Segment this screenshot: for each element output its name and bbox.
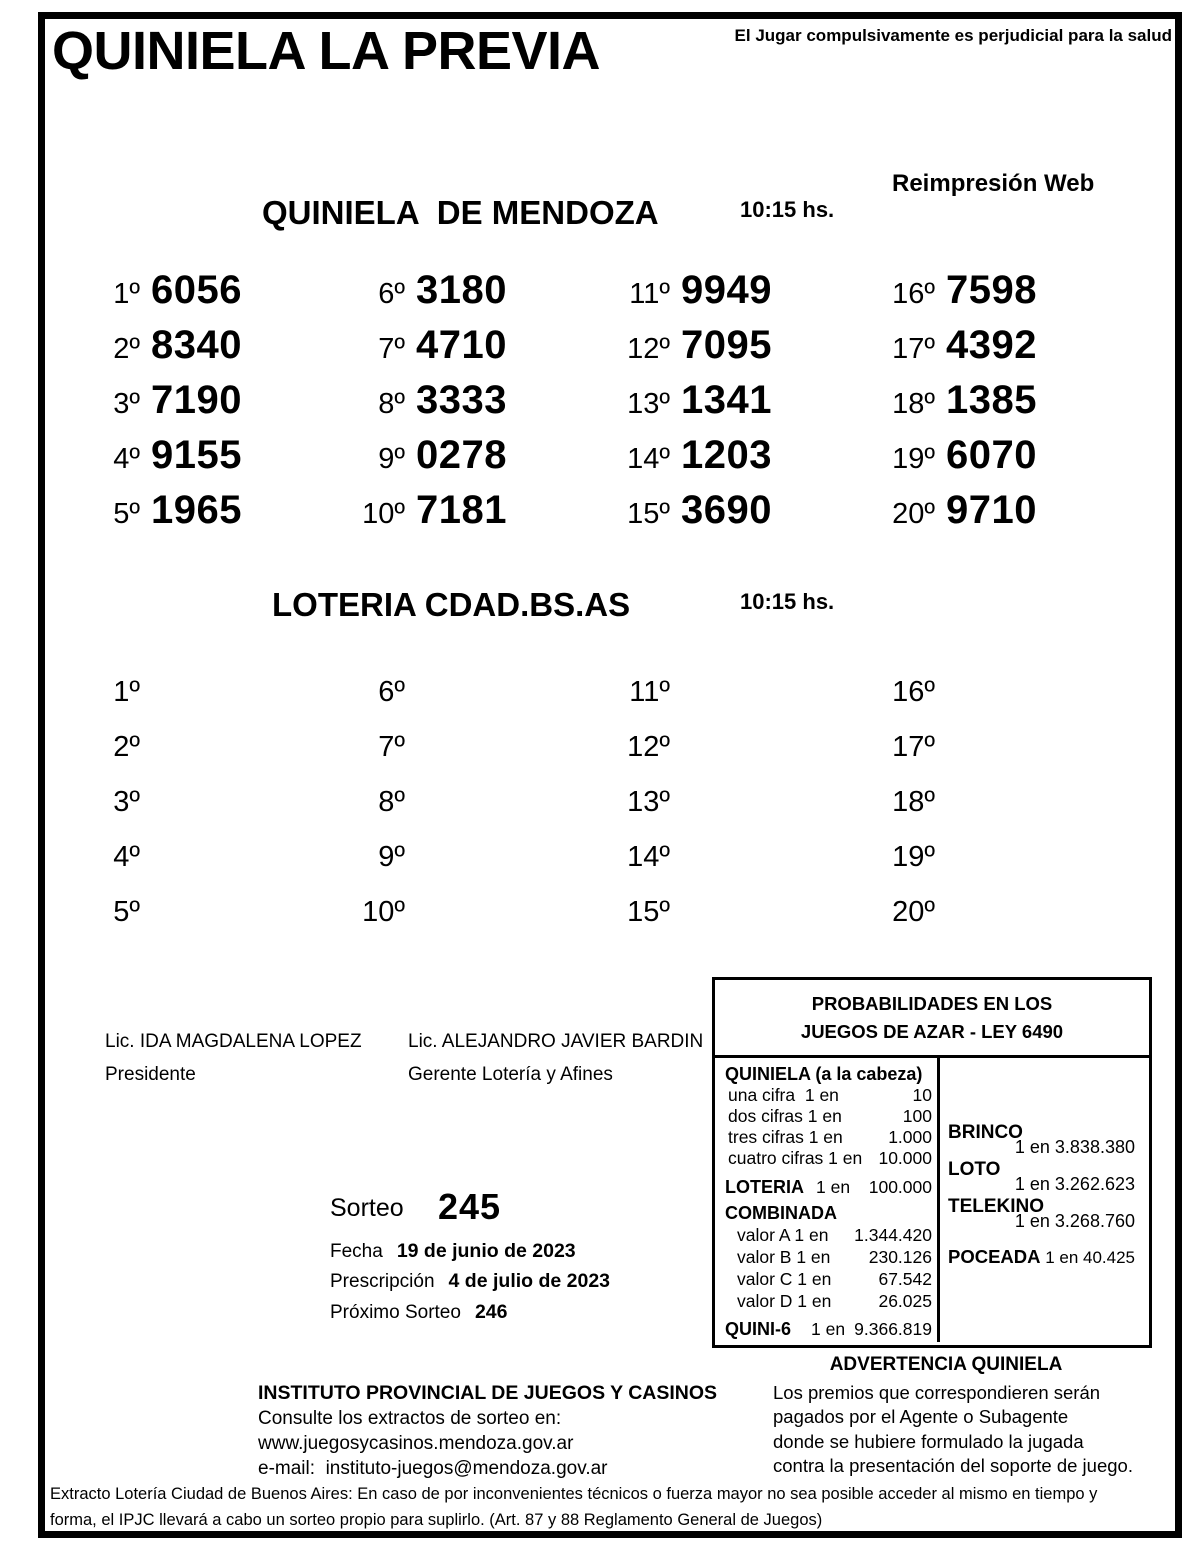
advertencia-line: pagados por el Agente o Subagente: [773, 1406, 1069, 1428]
odds-value: 1.344.420: [854, 1224, 932, 1245]
winning-number: 7095: [681, 323, 772, 367]
odds-value: 100: [902, 1106, 932, 1126]
bsas-section-title: LOTERIA CDAD.BS.AS: [272, 586, 631, 623]
result-cell: [353, 841, 618, 896]
official-name: Lic. ALEJANDRO JAVIER BARDIN: [408, 1031, 704, 1052]
position-label: 5º: [113, 498, 140, 530]
result-cell: [883, 433, 1148, 488]
winning-number: 4710: [416, 323, 507, 367]
game-odds-value: 1 en 3.268.760: [1014, 1211, 1135, 1231]
result-cell: [88, 841, 353, 896]
game-label: LOTO: [948, 1159, 1001, 1180]
result-cell: [353, 268, 618, 323]
odds-row: [725, 1246, 932, 1268]
prescripcion-value: 4 de julio de 2023: [448, 1270, 611, 1292]
odds-row: [725, 1224, 932, 1246]
result-cell: [883, 488, 1148, 543]
game-label: BRINCO: [948, 1122, 1023, 1143]
quiniela-odds-header: QUINIELA (a la cabeza): [725, 1064, 923, 1084]
result-cell: [353, 323, 618, 378]
position-label: 14º: [627, 841, 670, 873]
game-odds: [948, 1159, 1135, 1195]
position-label: 7º: [378, 333, 405, 365]
position-label: 11º: [629, 278, 670, 310]
result-cell: [883, 896, 1148, 951]
proximo-sorteo-label: Próximo Sorteo: [330, 1302, 461, 1323]
winning-number: 7181: [416, 488, 507, 532]
game-label: POCEADA: [948, 1246, 1041, 1267]
result-cell: [353, 488, 618, 543]
odds-label: valor A 1 en: [737, 1224, 829, 1245]
position-label: 19º: [892, 443, 935, 475]
position-label: 4º: [113, 443, 140, 475]
result-cell: [88, 896, 353, 951]
position-label: 20º: [892, 896, 935, 928]
odds-value: 26.025: [878, 1290, 932, 1311]
advertencia-line: contra la presentación del soporte de juego.: [773, 1454, 1133, 1476]
odds-value: 67.542: [878, 1268, 932, 1289]
result-cell: [353, 433, 618, 488]
position-label: 7º: [378, 731, 405, 763]
result-cell: [353, 896, 618, 951]
position-label: 6º: [378, 278, 405, 310]
result-cell: [883, 731, 1148, 786]
winning-number: 0278: [416, 433, 507, 477]
web-reprint-label: Reimpresión Web: [892, 170, 1095, 197]
odds-label: una cifra 1 en: [728, 1085, 839, 1105]
result-cell: [88, 378, 353, 433]
fecha-value: 19 de junio de 2023: [396, 1240, 576, 1262]
position-label: 10º: [362, 896, 405, 928]
position-label: 18º: [892, 786, 935, 818]
winning-number: 9949: [681, 268, 772, 312]
result-cell: [618, 676, 883, 731]
institute-website: www.juegosycasinos.mendoza.gov.ar: [258, 1433, 574, 1454]
institute-info-line: Consulte los extractos de sorteo en:: [258, 1408, 562, 1429]
odds-label: QUINI-6: [725, 1318, 792, 1339]
result-cell: [88, 268, 353, 323]
position-label: 17º: [892, 333, 935, 365]
result-cell: [883, 268, 1148, 323]
position-label: 3º: [113, 388, 140, 420]
result-cell: [618, 433, 883, 488]
probabilities-title-line2: JUEGOS DE AZAR - LEY 6490: [800, 1020, 1064, 1042]
health-warning-text: El Jugar compulsivamente es perjudicial para la salud: [734, 26, 1172, 45]
odds-row: [725, 1085, 932, 1106]
position-label: 15º: [627, 498, 670, 530]
position-label: 1º: [113, 676, 140, 708]
result-cell: [88, 488, 353, 543]
result-cell: [88, 433, 353, 488]
advertencia-line: Los premios que correspondieren serán: [773, 1382, 1101, 1403]
position-label: 12º: [627, 333, 670, 365]
loteria-odds-row: [725, 1174, 932, 1200]
odds-value: 100.000: [868, 1176, 932, 1197]
advertencia-title: ADVERTENCIA QUINIELA: [829, 1354, 1063, 1375]
odds-label: dos cifras 1 en: [728, 1106, 842, 1126]
page-title: QUINIELA LA PREVIA: [52, 21, 601, 81]
odds-mid: 1 en: [816, 1176, 851, 1197]
position-label: 15º: [627, 896, 670, 928]
result-cell: [618, 786, 883, 841]
footer-line: Extracto Lotería Ciudad de Buenos Aires: En caso de por inconvenientes técnicos o fuerza mayor no sea posible acceder al mismo en tiempo y: [50, 1485, 1098, 1503]
mendoza-section-title: QUINIELA DE MENDOZA: [262, 194, 659, 231]
position-label: 1º: [113, 278, 140, 310]
position-label: 11º: [629, 676, 670, 708]
winning-number: 4392: [946, 323, 1037, 367]
winning-number: 3180: [416, 268, 507, 312]
result-cell: [353, 676, 618, 731]
odds-value: 10.000: [878, 1148, 932, 1168]
result-cell: [618, 731, 883, 786]
quini6-odds-row: [725, 1317, 932, 1341]
combinada-odds-header: COMBINADA: [725, 1203, 837, 1223]
advertencia-section: [740, 1354, 1152, 1478]
position-label: 3º: [113, 786, 140, 818]
result-cell: [618, 378, 883, 433]
winning-number: 9710: [946, 488, 1037, 532]
odds-row: [725, 1148, 932, 1169]
position-label: 4º: [113, 841, 140, 873]
position-label: 19º: [892, 841, 935, 873]
winning-number: 8340: [151, 323, 242, 367]
footer-line: forma, el IPJC llevará a cabo un sorteo propio para suplirlo. (Art. 87 y 88 Reglamento General de Juegos): [50, 1511, 823, 1529]
bsas-results-grid: [88, 676, 1148, 951]
odds-value: 9.366.819: [854, 1318, 932, 1339]
poceada-odds-row: [948, 1246, 1135, 1268]
winning-number: 3333: [416, 378, 507, 422]
result-cell: [883, 786, 1148, 841]
game-odds-value: 1 en 40.425: [1045, 1248, 1135, 1267]
fecha-label: Fecha: [330, 1241, 383, 1262]
result-cell: [618, 896, 883, 951]
position-label: 6º: [378, 676, 405, 708]
probabilities-title-line1: PROBABILIDADES EN LOS: [811, 992, 1053, 1014]
result-cell: [88, 731, 353, 786]
game-odds: [948, 1196, 1135, 1232]
odds-mid: 1 en: [811, 1318, 846, 1339]
game-odds: [948, 1122, 1135, 1158]
position-label: 12º: [627, 731, 670, 763]
mendoza-draw-time: 10:15 hs.: [740, 197, 835, 222]
mendoza-results-grid: [88, 268, 1148, 543]
position-label: 5º: [113, 896, 140, 928]
sorteo-label: Sorteo: [330, 1194, 404, 1222]
prescripcion-row: [330, 1270, 610, 1293]
odds-label: tres cifras 1 en: [728, 1127, 843, 1147]
odds-value: 230.126: [868, 1246, 932, 1267]
odds-value: 1.000: [888, 1127, 932, 1147]
position-label: 2º: [113, 731, 140, 763]
position-label: 16º: [892, 278, 935, 310]
position-label: 13º: [627, 786, 670, 818]
position-label: 2º: [113, 333, 140, 365]
game-label: TELEKINO: [948, 1196, 1045, 1217]
probabilities-box: [712, 977, 1152, 1348]
position-label: 17º: [892, 731, 935, 763]
odds-row: [725, 1127, 932, 1148]
odds-label: valor C 1 en: [737, 1268, 832, 1289]
odds-row: [725, 1268, 932, 1290]
result-cell: [883, 676, 1148, 731]
result-cell: [883, 841, 1148, 896]
probabilities-right-column: [940, 1058, 1149, 1342]
game-odds-value: 1 en 3.838.380: [1014, 1137, 1135, 1157]
position-label: 8º: [378, 786, 405, 818]
result-cell: [353, 378, 618, 433]
position-label: 20º: [892, 498, 935, 530]
probabilities-left-column: [715, 1058, 940, 1342]
proximo-sorteo-value: 246: [474, 1301, 508, 1323]
winning-number: 6070: [946, 433, 1037, 477]
sorteo-number: 245: [438, 1186, 502, 1227]
position-label: 18º: [892, 388, 935, 420]
result-cell: [88, 676, 353, 731]
odds-label: cuatro cifras 1 en: [728, 1148, 863, 1168]
result-cell: [618, 323, 883, 378]
prescripcion-label: Prescripción: [330, 1271, 435, 1292]
winning-number: 1965: [151, 488, 242, 532]
winning-number: 1203: [681, 433, 772, 477]
official-name: Lic. IDA MAGDALENA LOPEZ: [105, 1031, 362, 1052]
result-cell: [618, 268, 883, 323]
position-label: 16º: [892, 676, 935, 708]
footer-disclaimer: [50, 1481, 1142, 1533]
odds-value: 10: [912, 1085, 932, 1105]
result-cell: [883, 378, 1148, 433]
position-label: 13º: [627, 388, 670, 420]
winning-number: 9155: [151, 433, 242, 477]
winning-number: 7598: [946, 268, 1037, 312]
result-cell: [618, 841, 883, 896]
result-cell: [618, 488, 883, 543]
bsas-draw-time: 10:15 hs.: [740, 589, 835, 614]
advertencia-line: donde se hubiere formulado la jugada: [773, 1430, 1084, 1452]
winning-number: 1341: [681, 378, 772, 422]
winning-number: 3690: [681, 488, 772, 532]
position-label: 14º: [627, 443, 670, 475]
position-label: 9º: [378, 841, 405, 873]
result-cell: [353, 786, 618, 841]
position-label: 8º: [378, 388, 405, 420]
position-label: 9º: [378, 443, 405, 475]
official-role: Gerente Lotería y Afines: [408, 1064, 613, 1085]
odds-row: [725, 1106, 932, 1127]
game-odds-value: 1 en 3.262.623: [1014, 1174, 1135, 1194]
result-cell: [353, 731, 618, 786]
official-role: Presidente: [105, 1064, 196, 1085]
proximo-sorteo-row: [330, 1301, 508, 1324]
result-cell: [88, 786, 353, 841]
winning-number: 1385: [946, 378, 1037, 422]
odds-label: valor B 1 en: [737, 1246, 831, 1267]
odds-label: LOTERIA: [725, 1176, 804, 1197]
result-cell: [883, 323, 1148, 378]
odds-label: valor D 1 en: [737, 1290, 832, 1311]
winning-number: 7190: [151, 378, 242, 422]
probabilities-box-header: [715, 980, 1149, 1058]
winning-number: 6056: [151, 268, 242, 312]
odds-row: [725, 1290, 932, 1312]
probabilities-box-body: [715, 1058, 1149, 1342]
advertencia-body: [740, 1381, 1152, 1478]
fecha-row: [330, 1240, 576, 1263]
institute-email: e-mail: instituto-juegos@mendoza.gov.ar: [258, 1458, 608, 1479]
result-cell: [88, 323, 353, 378]
institute-name: INSTITUTO PROVINCIAL DE JUEGOS Y CASINOS: [258, 1382, 718, 1404]
position-label: 10º: [362, 498, 405, 530]
